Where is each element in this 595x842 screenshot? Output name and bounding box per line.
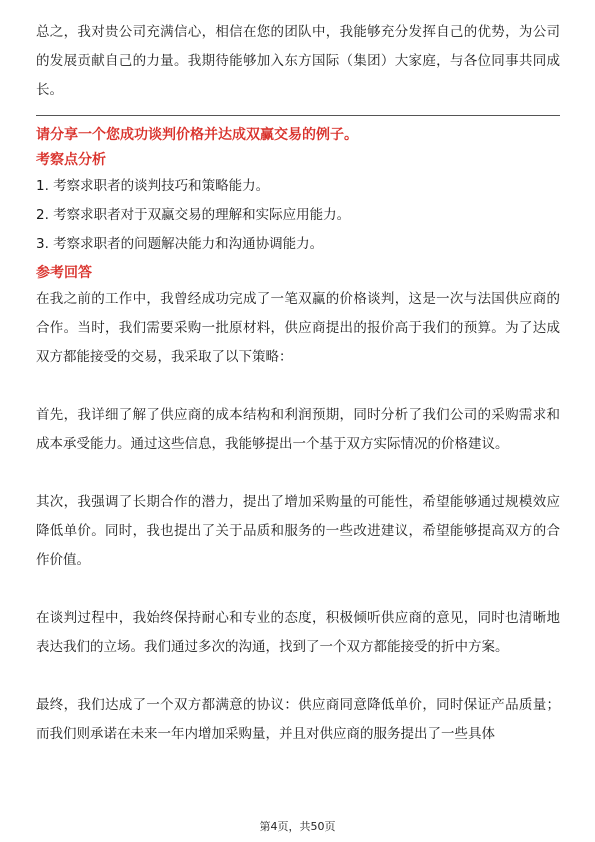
answer-paragraph: 在我之前的工作中，我曾经成功完成了一笔双赢的价格谈判，这是一次与法国供应商的合作。当时，我们需要采购一批原材料，供应商提出的报价高于我们的预算。为了达成双方都能接受的交易，我采取了以下策略： xyxy=(36,291,560,365)
question-heading: 请分享一个您成功谈判价格并达成双赢交易的例子。 xyxy=(36,127,358,143)
analysis-item: 3. 考察求职者的问题解决能力和沟通协调能力。 xyxy=(36,236,324,252)
answer-paragraph: 首先，我详细了解了供应商的成本结构和利润预期，同时分析了我们公司的采购需求和成本承受能力。通过这些信息，我能够提出一个基于双方实际情况的价格建议。 xyxy=(36,407,560,452)
analysis-list xyxy=(36,172,560,259)
page-content xyxy=(36,18,560,749)
answer-body xyxy=(36,285,560,749)
answer-paragraph: 最终，我们达成了一个双方都满意的协议：供应商同意降低单价，同时保证产品质量；而我们则承诺在未来一年内增加采购量，并且对供应商的服务提出了一些具体 xyxy=(36,697,560,742)
page-number-footer: 第4页，共50页 xyxy=(259,820,336,833)
answer-paragraph: 在谈判过程中，我始终保持耐心和专业的态度，积极倾听供应商的意见，同时也清晰地表达我们的立场。我们通过多次的沟通，找到了一个双方都能接受的折中方案。 xyxy=(36,610,560,655)
answer-title: 参考回答 xyxy=(36,265,92,281)
analysis-item: 1. 考察求职者的谈判技巧和策略能力。 xyxy=(36,178,270,194)
intro-paragraph: 总之，我对贵公司充满信心，相信在您的团队中，我能够充分发挥自己的优势，为公司的发展贡献自己的力量。我期待能够加入东方国际（集团）大家庭，与各位同事共同成长。 xyxy=(36,24,560,98)
analysis-item: 2. 考察求职者对于双赢交易的理解和实际应用能力。 xyxy=(36,207,351,223)
answer-paragraph: 其次，我强调了长期合作的潜力，提出了增加采购量的可能性，希望能够通过规模效应降低单价。同时，我也提出了关于品质和服务的一些改进建议，希望能够提高双方的合作价值。 xyxy=(36,494,560,568)
analysis-title: 考察点分析 xyxy=(36,152,106,168)
section-divider xyxy=(36,115,560,116)
